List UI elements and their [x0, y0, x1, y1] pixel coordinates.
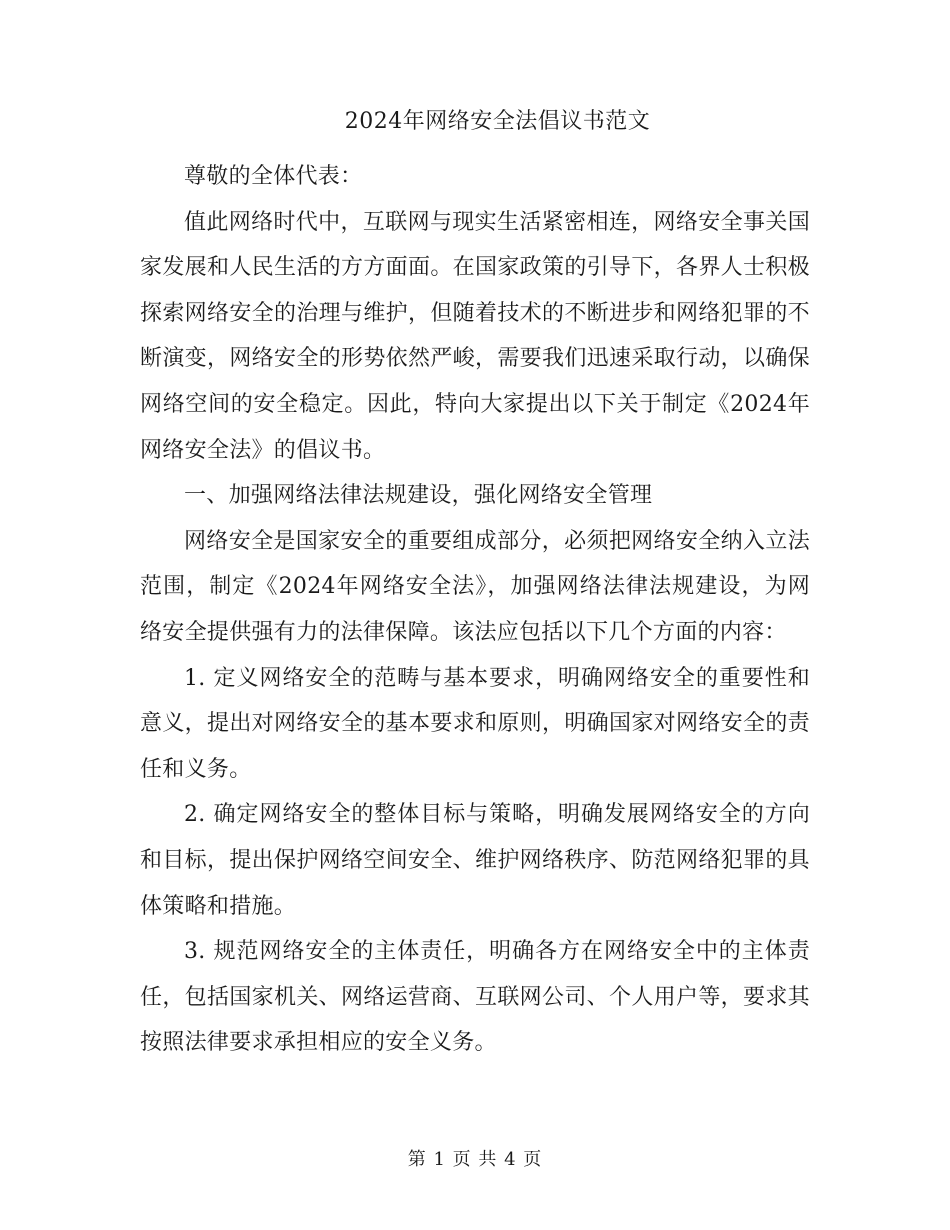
page-footer: 第 1 页 共 4 页 [407, 1149, 543, 1170]
section-heading: 一、加强网络法律法规建设，强化网络安全管理 [184, 483, 653, 509]
salutation: 尊敬的全体代表： [184, 164, 363, 189]
document-title: 2024年网络安全法倡议书范文 [344, 109, 651, 134]
list-item-2: 2. 确定网络安全的整体目标与策略，明确发展网络安全的方向和目标，提出保护网络空间安全、维护网络秩序、防范网络犯罪的具体策略和措施。 [140, 802, 810, 919]
document-body [140, 154, 810, 1066]
list-item-3: 3. 规范网络安全的主体责任，明确各方在网络安全中的主体责任，包括国家机关、网络运营商、互联网公司、个人用户等，要求其按照法律要求承担相应的安全义务。 [140, 939, 810, 1056]
list-item-1: 1. 定义网络安全的范畴与基本要求，明确网络安全的重要性和意义，提出对网络安全的基本要求和原则，明确国家对网络安全的责任和义务。 [140, 665, 810, 782]
section-paragraph: 网络安全是国家安全的重要组成部分，必须把网络安全纳入立法范围，制定《2024年网络安全法》，加强网络法律法规建设，为网络安全提供强有力的法律保障。该法应包括以下几个方面的内容： [140, 528, 810, 645]
intro-paragraph: 值此网络时代中，互联网与现实生活紧密相连，网络安全事关国家发展和人民生活的方方面面。在国家政策的引导下，各界人士积极探索网络安全的治理与维护，但随着技术的不断进步和网络犯罪的不断演变，网络安全的形势依然严峻，需要我们迅速采取行动，以确保网络空间的安全稳定。因此，特向大家提出以下关于制定《2024年网络安全法》的倡议书。 [140, 209, 810, 463]
